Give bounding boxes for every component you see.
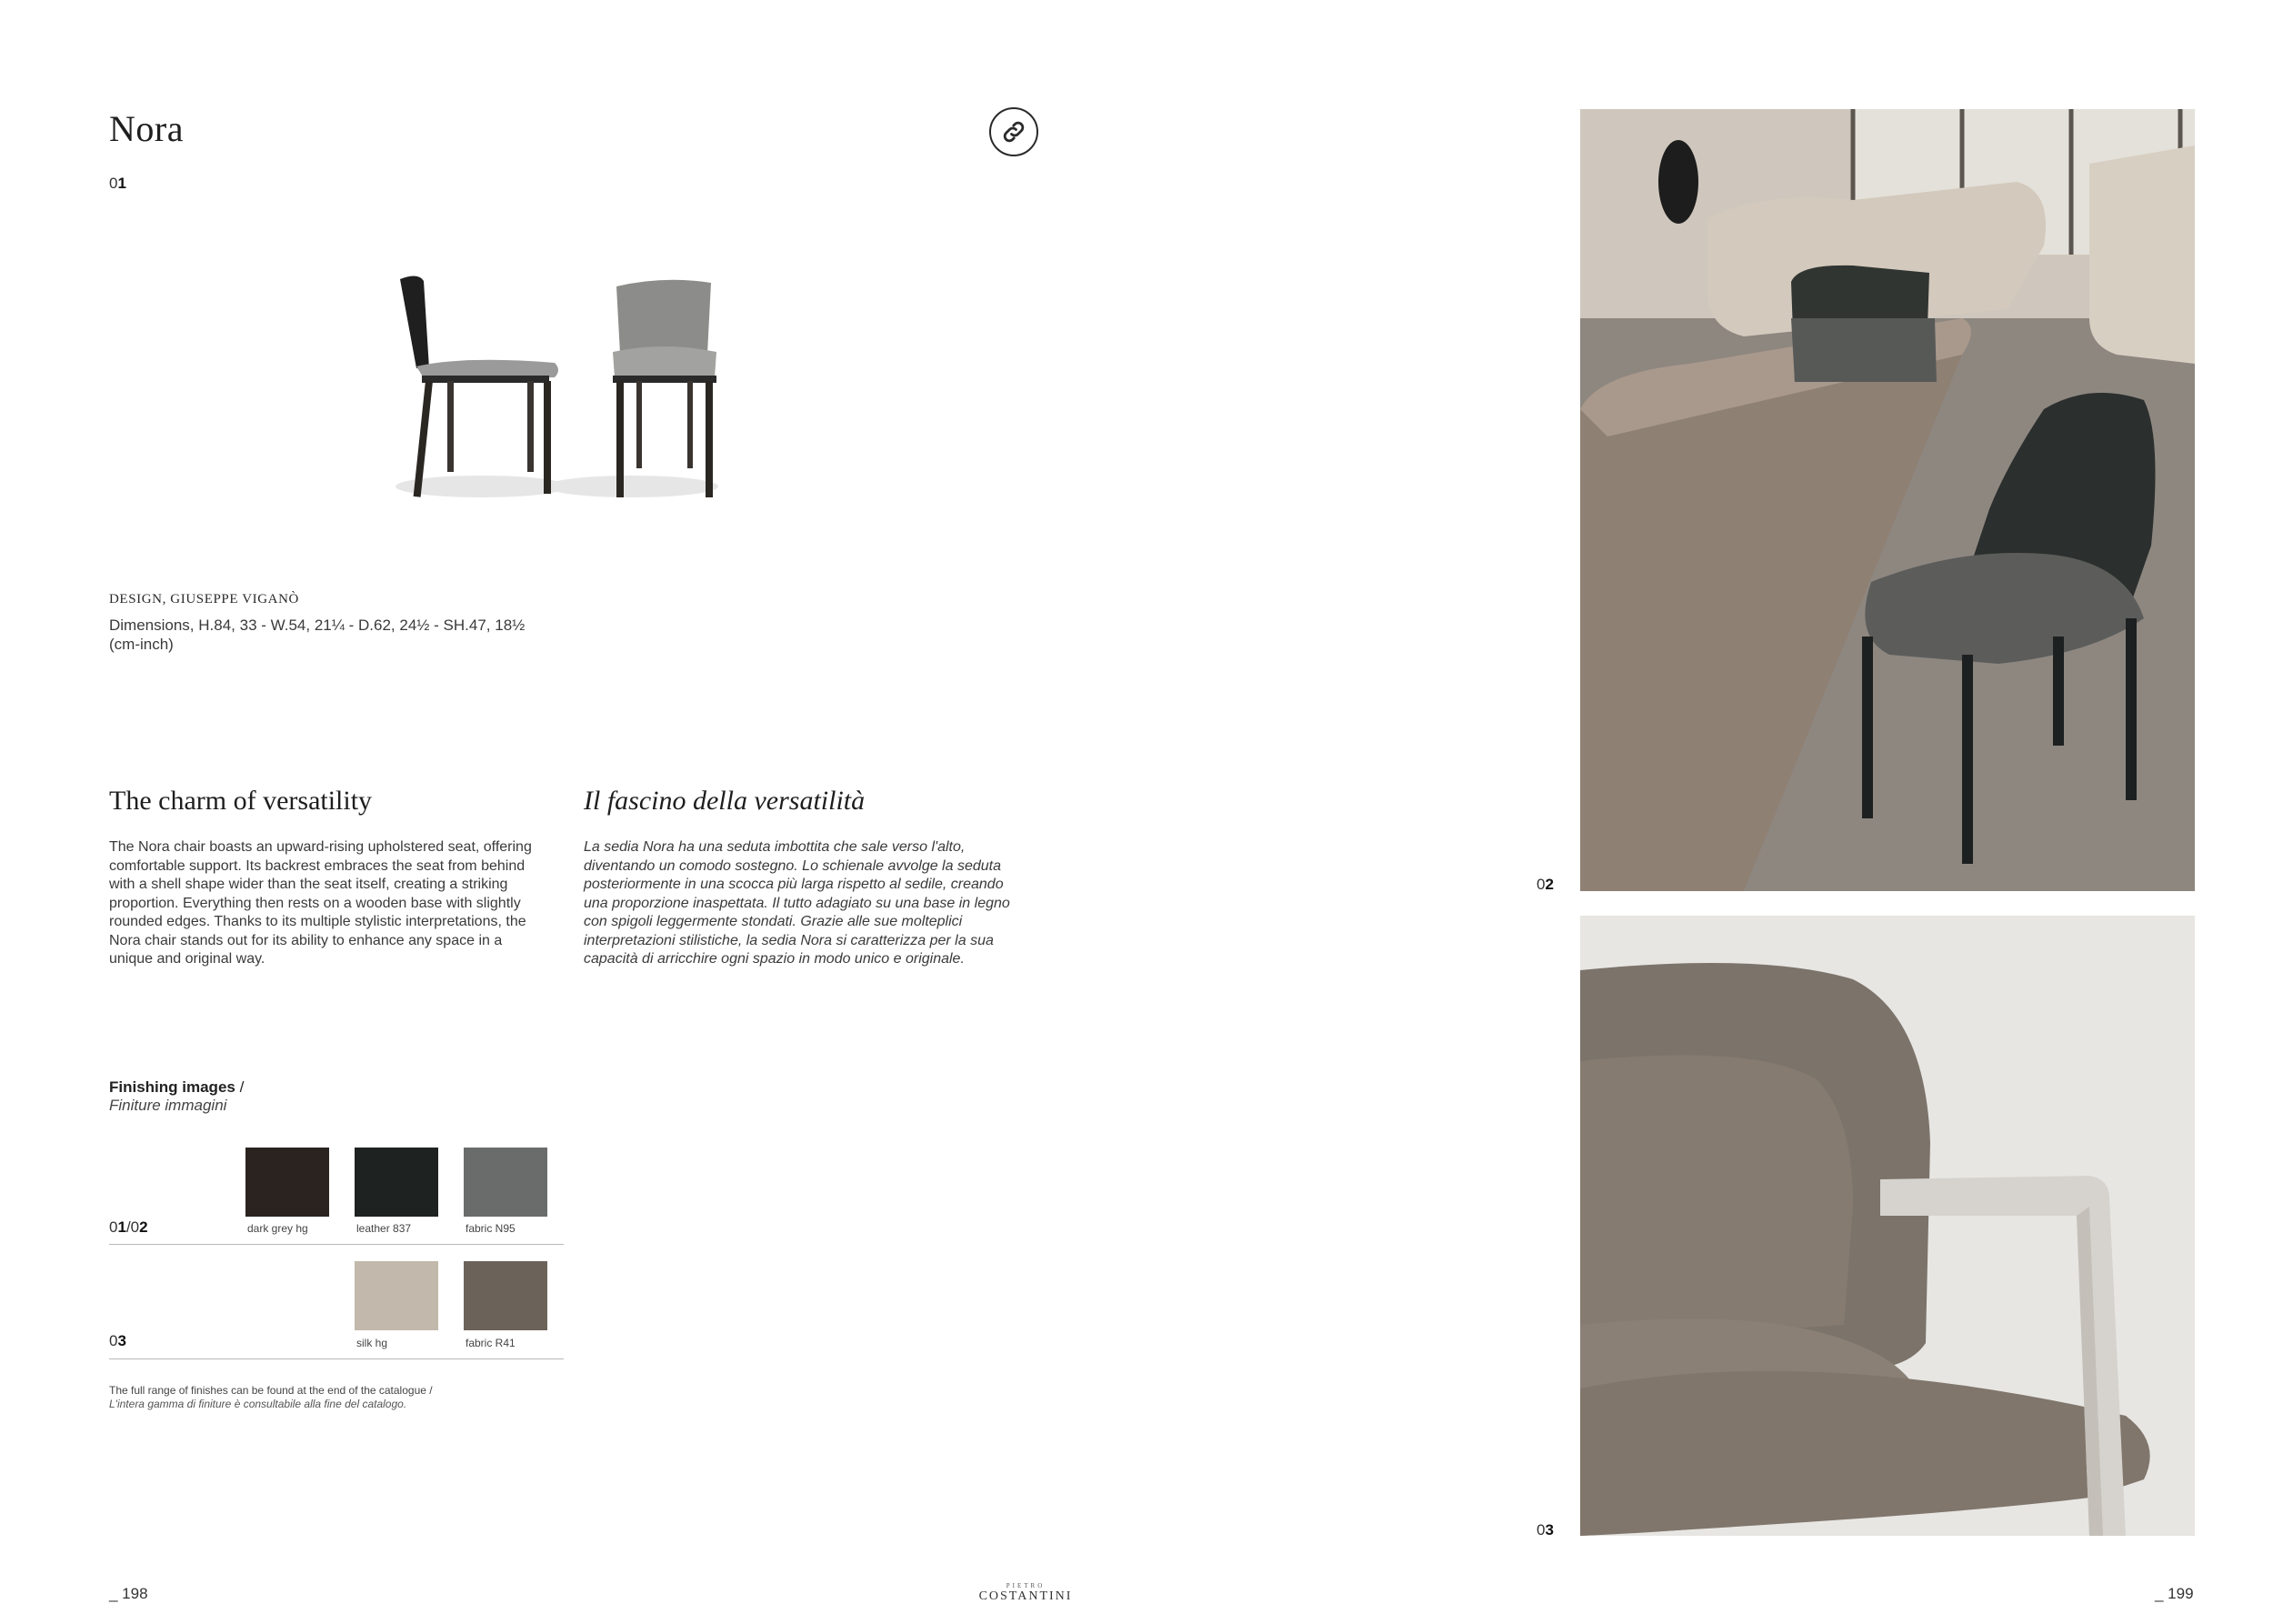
swatch-fabric-r41[interactable] <box>464 1261 547 1330</box>
swatch-label: fabric R41 <box>466 1337 516 1349</box>
swatch-label: leather 837 <box>356 1222 412 1235</box>
finishes-title-en: Finishing images <box>109 1078 235 1096</box>
dimensions <box>109 616 582 654</box>
divider <box>109 1358 564 1359</box>
finish-row-label-01-02: 01/02 <box>109 1218 148 1236</box>
page-number-left: _ 198 <box>109 1585 148 1602</box>
swatch-leather-837[interactable] <box>355 1148 438 1217</box>
finish-row-label-03: 03 <box>109 1332 126 1349</box>
photo-03-chair-detail <box>1580 916 2195 1536</box>
brand-logo <box>944 1582 1107 1604</box>
photo-02-living-room <box>1580 109 2195 891</box>
swatch-label: fabric N95 <box>466 1222 516 1235</box>
brand-logo-small: PIETRO <box>1006 1582 1046 1589</box>
dimensions-units: (cm-inch) <box>109 636 174 653</box>
brand-logo-main: COSTANTINI <box>978 1589 1073 1603</box>
page-number-right: _ 199 <box>2155 1585 2194 1602</box>
swatch-dark-grey-hg[interactable] <box>245 1148 329 1217</box>
finishes-title-it: Finiture immagini <box>109 1097 227 1114</box>
swatch-label: silk hg <box>356 1337 388 1349</box>
heading-english: The charm of versatility <box>109 786 373 816</box>
finishes-note-it: L'intera gamma di finiture è consultabile alla fine del catalogo. <box>109 1398 407 1410</box>
finishes-title: Finishing images / Finiture immagini <box>109 1078 245 1114</box>
dimensions-line: Dimensions, H.84, 33 - W.54, 21¼ - D.62, 24½ - SH.47, 18½ <box>109 617 526 634</box>
heading-italian: Il fascino della versatilità <box>584 786 866 816</box>
swatch-label: dark grey hg <box>247 1222 308 1235</box>
swatch-silk-hg[interactable] <box>355 1261 438 1330</box>
body-english: The Nora chair boasts an upward-rising upholstered seat, offering comfortable support. Its backrest embraces the seat from behind with a shell shape wider than the seat itself, creating a striking proportion. Everything then rests on a wooden base with slightly rounded edges. Thanks to its multiple stylistic interpretations, the Nora chair stands out for its ability to enhance any space in a unique and original way. <box>109 839 532 967</box>
figure-number-01: 01 <box>109 175 126 192</box>
body-italian: La sedia Nora ha una seduta imbottita che sale verso l'alto, diventando un comodo sostegno. Lo schienale avvolge la seduta posteriormente in una scocca più larga rispetto al sedile, creando una proporzione inaspettata. Il tutto adagiato su una base in legno con spigoli leggermente stondati. Grazie alle sue molteplici interpretazioni stilistiche, la sedia Nora si caratterizza per la sua capacità di arricchire ogni spazio in modo unico e originale. <box>584 839 1010 967</box>
figure-number-02: 02 <box>1537 876 1554 893</box>
product-photo-chairs <box>382 268 764 514</box>
product-title: Nora <box>109 108 184 149</box>
link-button[interactable] <box>989 107 1038 156</box>
design-credit: DESIGN, GIUSEPPE VIGANÒ <box>109 592 299 606</box>
figure-number-03: 03 <box>1537 1521 1554 1539</box>
finishes-note-en: The full range of finishes can be found at the end of the catalogue / <box>109 1384 433 1397</box>
finishes-note <box>109 1384 433 1411</box>
swatch-fabric-n95[interactable] <box>464 1148 547 1217</box>
link-icon <box>1000 118 1027 145</box>
divider <box>109 1244 564 1245</box>
